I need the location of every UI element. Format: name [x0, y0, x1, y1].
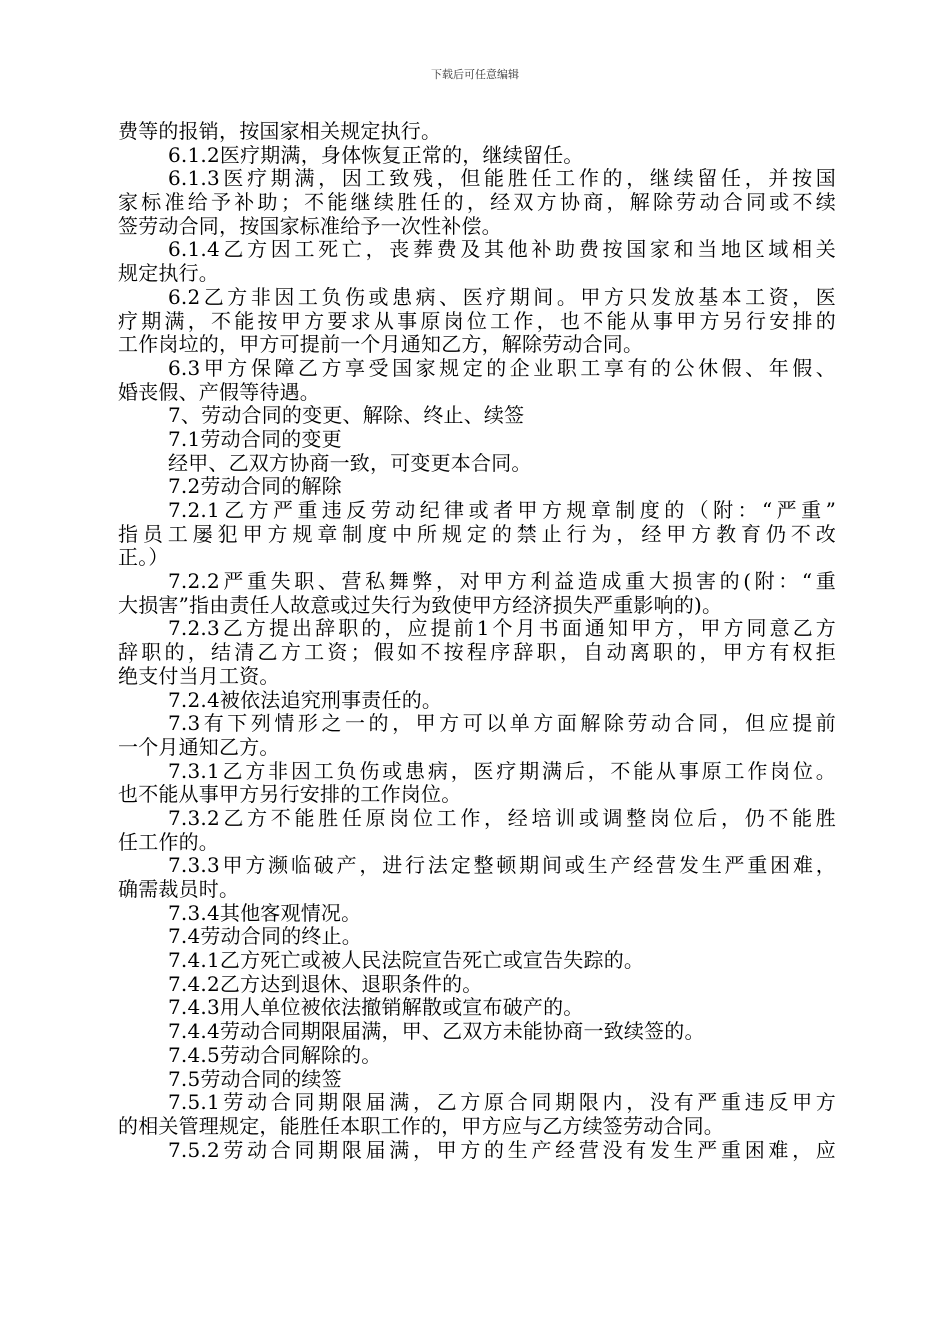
text-line: 7.2.1乙方严重违反劳动纪律或者甲方规章制度的（附：“严重” — [168, 498, 836, 522]
text-line: 7.5.2劳动合同期限届满，甲方的生产经营没有发生严重困难，应 — [168, 1137, 836, 1162]
text-line: 6.2乙方非因工负伤或患病、医疗期间。甲方只发放基本工资，医 — [168, 284, 836, 309]
text-line: 7.4.1乙方死亡或被人民法院宣告死亡或宣告失踪的。 — [168, 948, 645, 973]
text-line: 规定执行。 — [118, 261, 219, 286]
text-line: 一个月通知乙方。 — [118, 734, 280, 759]
text-line: 签劳动合同，按国家标准给予一次性补偿。 — [118, 213, 502, 238]
text-line: 也不能从事甲方另行安排的工作岗位。 — [118, 782, 462, 807]
text-line: 7.3.3甲方濒临破产，进行法定整顿期间或生产经营发生严重困难， — [168, 853, 836, 878]
text-line: 7.5.1劳动合同期限届满，乙方原合同期限内，没有严重违反甲方 — [168, 1090, 836, 1115]
text-line: 7.2.2严重失职、营私舞弊，对甲方利益造成重大损害的(附：“重 — [168, 569, 836, 594]
text-line: 7.1劳动合同的变更 — [168, 426, 342, 451]
text-line: 7.2劳动合同的解除 — [168, 474, 342, 499]
text-line: 经甲、乙双方协商一致，可变更本合同。 — [168, 450, 532, 475]
text-line: 正。） — [118, 545, 169, 570]
text-line: 7.3.2乙方不能胜任原岗位工作，经培训或调整岗位后，仍不能胜 — [168, 805, 836, 830]
text-line: 7、劳动合同的变更、解除、终止、续签 — [168, 403, 525, 428]
text-line: 婚丧假、产假等待遇。 — [118, 379, 320, 404]
text-line: 7.2.3乙方提出辞职的，应提前1个月书面通知甲方，甲方同意乙方 — [168, 616, 836, 641]
text-line: 费等的报销，按国家相关规定执行。 — [118, 119, 442, 143]
text-line: 大损害”指由责任人故意或过失行为致使甲方经济损失严重影响的)。 — [118, 592, 723, 617]
text-line: 的相关管理规定，能胜任本职工作的，甲方应与乙方续签劳动合同。 — [118, 1113, 724, 1138]
text-line: 7.4.3用人单位被依法撤销解散或宣布破产的。 — [168, 995, 584, 1020]
text-line: 7.4劳动合同的终止。 — [168, 924, 363, 949]
text-line: 6.1.3医疗期满，因工致残，但能胜任工作的，继续留任，并按国 — [168, 166, 836, 191]
text-line: 7.4.4劳动合同期限届满，甲、乙双方未能协商一致续签的。 — [168, 1019, 705, 1044]
text-line: 7.2.4被依法追究刑事责任的。 — [168, 687, 443, 712]
text-line: 疗期满，不能按甲方要求从事原岗位工作，也不能从事甲方另行安排的 — [118, 308, 836, 333]
text-line: 7.3有下列情形之一的，甲方可以单方面解除劳动合同，但应提前 — [168, 711, 836, 736]
text-line: 辞职的，结清乙方工资；假如不按程序辞职，自动离职的，甲方有权拒 — [118, 640, 836, 665]
text-line: 7.5劳动合同的续签 — [168, 1066, 342, 1091]
page-header: 下载后可任意编辑 — [431, 68, 519, 81]
text-line: 6.1.4乙方因工死亡，丧葬费及其他补助费按国家和当地区域相关 — [168, 237, 836, 262]
text-line: 确需裁员时。 — [118, 877, 240, 901]
text-line: 6.3甲方保障乙方享受国家规定的企业职工享有的公休假、年假、 — [168, 355, 836, 380]
document-body — [118, 120, 836, 1162]
text-line: 7.3.4其他客观情况。 — [168, 900, 362, 925]
text-line: 7.4.2乙方达到退休、退职条件的。 — [168, 971, 483, 996]
text-line: 工作岗垃的，甲方可提前一个月通知乙方，解除劳动合同。 — [118, 332, 644, 357]
text-line: 家标准给予补助；不能继续胜任的，经双方协商，解除劳动合同或不续 — [118, 190, 836, 215]
text-line: 任工作的。 — [118, 829, 219, 854]
text-line: 指员工屡犯甲方规章制度中所规定的禁止行为，经甲方教育仍不改 — [118, 521, 836, 546]
text-line: 6.1.2医疗期满，身体恢复正常的，继续留任。 — [168, 142, 584, 167]
text-line: 7.3.1乙方非因工负伤或患病，医疗期满后，不能从事原工作岗位。 — [168, 758, 836, 783]
text-line: 7.4.5劳动合同解除的。 — [168, 1042, 382, 1067]
text-line: 绝支付当月工资。 — [118, 663, 280, 688]
